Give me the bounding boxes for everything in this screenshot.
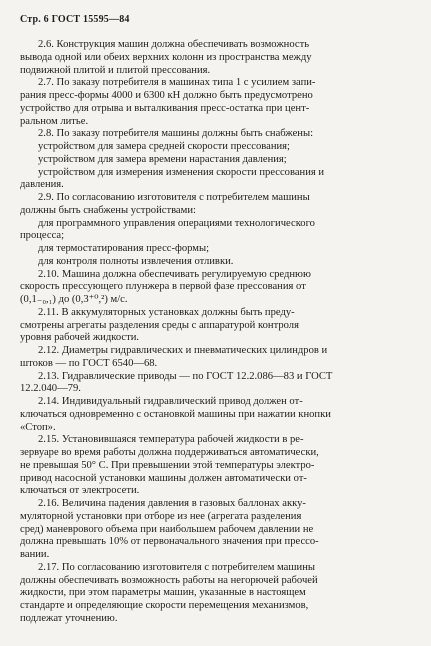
text-line: давления.	[20, 179, 64, 191]
text-line: устройством для замера средней скорости прессования;	[38, 141, 290, 152]
text-line: ключаться от электросети.	[20, 485, 140, 497]
text-line: должны быть снабжены устройствами:	[20, 204, 196, 216]
text-line: для термостатирования пресс-формы;	[38, 243, 210, 254]
text-line: вывода одной или обеих верхних колонн из пространства между	[20, 51, 312, 63]
text-line: 2.6. Конструкция машин должна обеспечивать возможность	[38, 39, 310, 50]
text-line: 2.7. По заказу потребителя в машинах типа 1 с усилием запи-	[38, 77, 316, 89]
text-line: 2.8. По заказу потребителя машины должны быть снабжены:	[38, 128, 314, 140]
text-line: не превышая 50° С. При превышении этой температуры электро-	[20, 459, 315, 471]
text-line: вании.	[20, 549, 50, 560]
text-line: устройством для измерения изменения скорости прессования и	[38, 166, 325, 178]
text-line: уровня рабочей жидкости.	[20, 332, 140, 344]
text-line: сред) маневрового объема при наибольшем рабочем давлении не	[20, 523, 314, 535]
text-line: должна превышать 10% от первоначального значения при прессо-	[20, 536, 319, 548]
text-line: подвижной плитой и плитой прессования.	[20, 64, 211, 76]
text-line: процесса;	[20, 230, 65, 242]
text-line: ральном литье.	[20, 115, 89, 127]
text-line: 2.17. По согласованию изготовителя с потребителем машины	[38, 561, 315, 573]
text-line: муляторной установки при отборе из нее (агрегата разделения	[20, 510, 302, 522]
text-line: 2.9. По согласованию изготовителя с потребителем машины	[38, 192, 310, 203]
text-line: 12.2.040—79.	[20, 383, 81, 395]
text-line: (0,1₋₀,₁) до (0,3⁺⁰,²) м/с.	[20, 294, 128, 305]
text-line: смотрены агрегаты разделения среды с аппаратурой контроля	[20, 319, 299, 331]
text-line: «Стоп».	[20, 421, 56, 433]
text-line: штоков — по ГОСТ 6540—68.	[20, 357, 158, 369]
text-line: 2.16. Величина падения давления в газовых баллонах акку-	[38, 498, 306, 509]
text-line: 2.13. Гидравлические приводы — по ГОСТ 12.2.086—83 и ГОСТ	[38, 370, 333, 382]
text-line: подлежат уточнению.	[20, 612, 118, 624]
text-line: скорость прессующего плунжера в первой фазе прессования от	[20, 281, 306, 293]
document-body	[20, 39, 410, 626]
text-line: ключаться одновременно с остановкой машины при нажатии кнопки	[20, 408, 331, 420]
text-line: устройство для отрыва и выталкивания пресс-остатка при цент-	[20, 102, 310, 114]
text-line: устройством для замера времени нарастания давления;	[38, 153, 287, 165]
text-line: 2.12. Диаметры гидравлических и пневматических цилиндров и	[38, 345, 328, 356]
text-line: жидкости, при этом параметры машин, указанные в настоящем	[20, 587, 306, 599]
text-line: 2.14. Индивидуальный гидравлический привод должен от-	[38, 396, 303, 407]
text-line: 2.10. Машина должна обеспечивать регулируемую среднюю	[38, 268, 311, 280]
text-line: для программного управления операциями технологического	[38, 217, 315, 229]
text-line: зервуаре во время работы должна поддерживаться автоматически,	[20, 447, 319, 458]
text-line: 2.11. В аккумуляторных установках должны быть преду-	[38, 306, 295, 318]
text-line: привод насосной установки машины должен автоматически от-	[20, 472, 307, 484]
text-line: должны обеспечивать возможность работы на негорючей рабочей	[20, 574, 318, 586]
text-line: рания пресс-формы 4000 и 6300 кН должно быть предусмотрено	[20, 90, 313, 101]
text-line: 2.15. Установившаяся температура рабочей жидкости в ре-	[38, 434, 304, 446]
text-line: стандарте и определяющие скорости перемещения механизмов,	[20, 600, 309, 611]
page-header: Стр. 6 ГОСТ 15595—84	[20, 14, 130, 25]
text-line: для контроля полноты извлечения отливки.	[38, 255, 234, 267]
